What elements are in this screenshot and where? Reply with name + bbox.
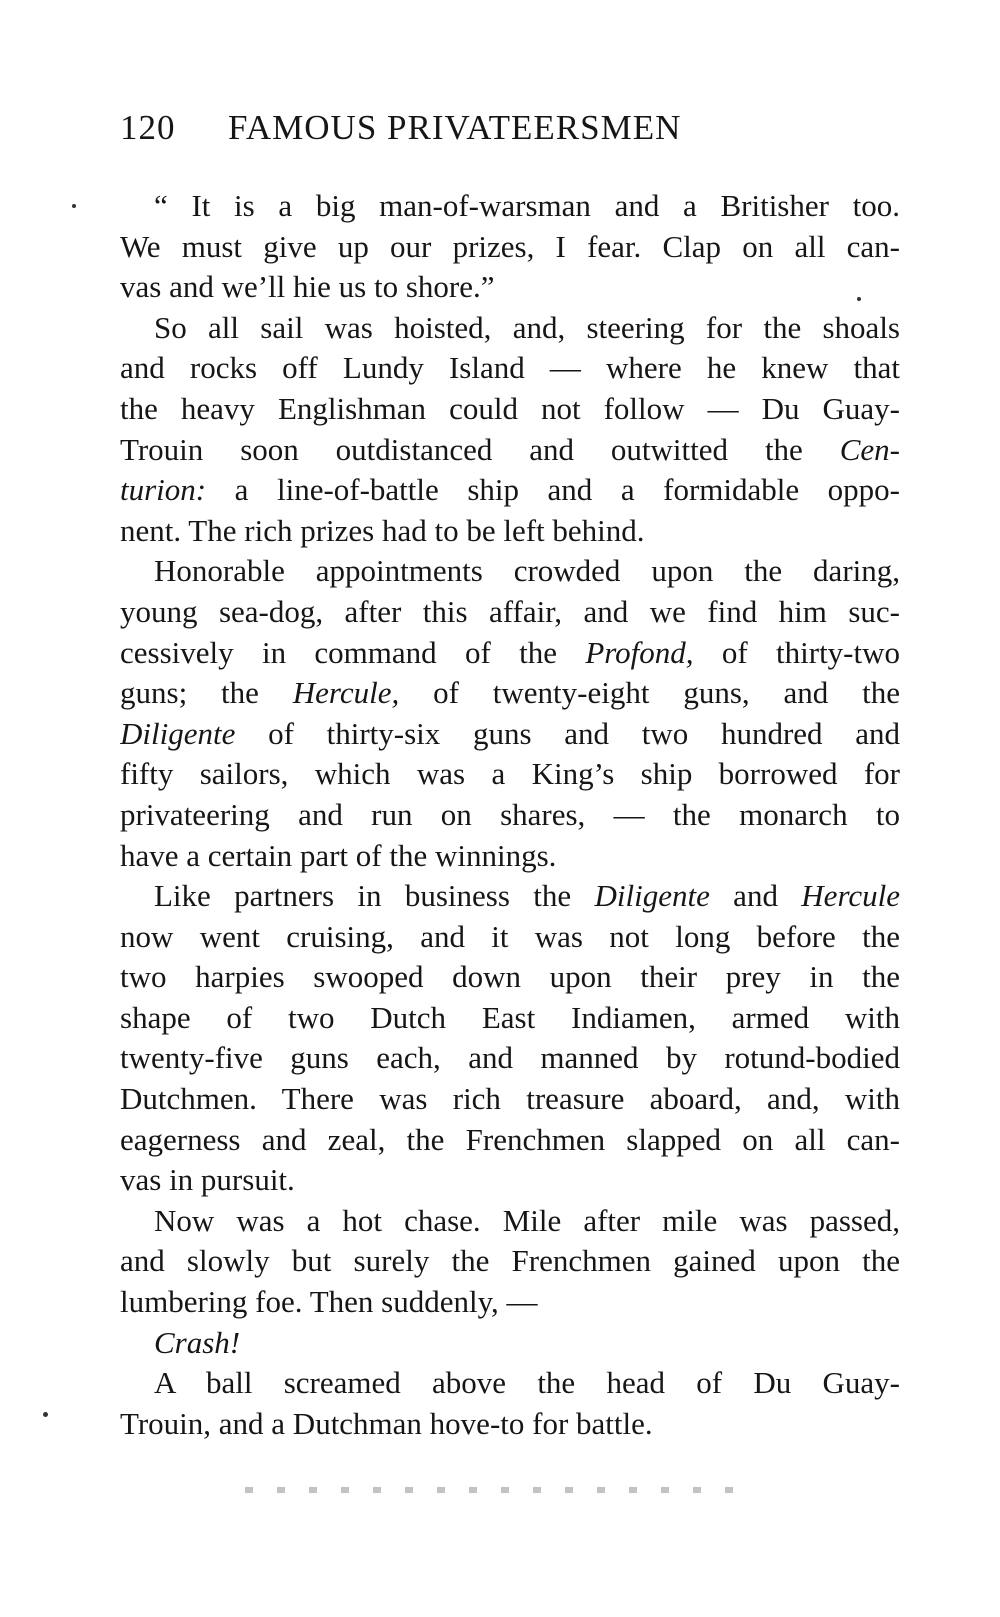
italic-text: Crash! (154, 1324, 241, 1360)
text-line (120, 1323, 900, 1364)
running-head (120, 100, 900, 156)
text-line (120, 633, 900, 674)
text-line (120, 1404, 900, 1445)
text-run: Trouin soon outdistanced and outwitted the (120, 431, 840, 467)
text-line (120, 1120, 900, 1161)
text-run: cessively in command of the (120, 634, 586, 670)
text-run: lumbering foe. Then suddenly, — (120, 1284, 538, 1320)
text-run: the heavy Englishman could not follow — Du Guay- (120, 390, 900, 426)
text-run: two harpies swooped down upon their prey in the (120, 959, 900, 995)
text-run: eagerness and zeal, the Frenchmen slapped on all can- (120, 1121, 900, 1157)
text-run: now went cruising, and it was not long before the (120, 918, 900, 954)
text-run: A ball screamed above the head of Du Guay- (154, 1365, 900, 1401)
text-run: vas and we’ll hie us to shore.” (120, 269, 495, 305)
text-run: young sea-dog, after this affair, and we find him suc- (120, 593, 900, 629)
italic-text: Cen- (839, 431, 900, 467)
text-line (120, 592, 900, 633)
text-line (120, 1363, 900, 1404)
text-run: Honorable appointments crowded upon the daring, (154, 553, 900, 589)
text-line (120, 511, 900, 552)
text-line (120, 348, 900, 389)
text-run: have a certain part of the winnings. (120, 837, 557, 873)
text-run: We must give up our prizes, I fear. Clap on all can- (120, 228, 900, 264)
italic-text: turion: (120, 472, 207, 508)
text-line (120, 957, 900, 998)
text-run: nent. The rich prizes had to be left behind. (120, 512, 645, 548)
text-line (120, 389, 900, 430)
italic-text: Profond, (585, 634, 694, 670)
text-run: of twenty-eight guns, and the (399, 675, 900, 711)
text-line (120, 917, 900, 958)
text-line (120, 1201, 900, 1242)
text-run: guns; the (120, 675, 293, 711)
italic-text: Hercule (801, 878, 900, 914)
text-line (120, 1079, 900, 1120)
text-line (120, 795, 900, 836)
text-run: shape of two Dutch East Indiamen, armed with (120, 999, 900, 1035)
text-run: of thirty-two (693, 634, 900, 670)
text-line (120, 876, 900, 917)
italic-text: Diligente (120, 715, 236, 751)
text-run: So all sail was hoisted, and, steering for the shoals (154, 309, 900, 345)
text-line (120, 1160, 900, 1201)
text-run: and rocks off Lundy Island — where he knew that (120, 350, 900, 386)
text-line (120, 754, 900, 795)
page-bottom-mark (245, 1487, 735, 1493)
text-run: vas in pursuit. (120, 1162, 295, 1198)
body-text (120, 186, 900, 1444)
scan-speck (43, 1412, 48, 1417)
text-line (120, 714, 900, 755)
text-line (120, 308, 900, 349)
text-run: of thirty-six guns and two hundred and (235, 715, 900, 751)
text-run: fifty sailors, which was a King’s ship borrowed for (120, 756, 900, 792)
italic-text: Diligente (594, 878, 710, 914)
text-line (120, 1282, 900, 1323)
text-line (120, 227, 900, 268)
italic-text: Hercule, (292, 675, 400, 711)
text-run: Dutchmen. There was rich treasure aboard, and, with (120, 1081, 900, 1117)
text-line (120, 551, 900, 592)
text-line (120, 836, 900, 877)
scan-speck (72, 204, 76, 208)
text-run: and slowly but surely the Frenchmen gained upon the (120, 1243, 900, 1279)
text-run: Like partners in business the (154, 878, 595, 914)
scan-speck (857, 297, 861, 301)
text-run: Trouin, and a Dutchman hove-to for battle. (120, 1405, 653, 1441)
text-run: privateering and run on shares, — the monarch to (120, 796, 900, 832)
text-line (120, 1038, 900, 1079)
text-line (120, 470, 900, 511)
page-number: 120 (120, 108, 176, 147)
running-title: FAMOUS PRIVATEERSMEN (228, 108, 682, 147)
text-line (120, 430, 900, 471)
text-line (120, 1241, 900, 1282)
text-run: Now was a hot chase. Mile after mile was passed, (154, 1202, 900, 1238)
text-run: a line-of-battle ship and a formidable oppo- (206, 472, 900, 508)
text-line (120, 673, 900, 714)
text-line (120, 998, 900, 1039)
text-run: twenty-five guns each, and manned by rotund-bodied (120, 1040, 900, 1076)
text-run: and (709, 878, 802, 914)
text-run: “ It is a big man-of-warsman and a Britisher too. (154, 188, 900, 223)
text-line (120, 267, 900, 308)
text-line (120, 186, 900, 227)
